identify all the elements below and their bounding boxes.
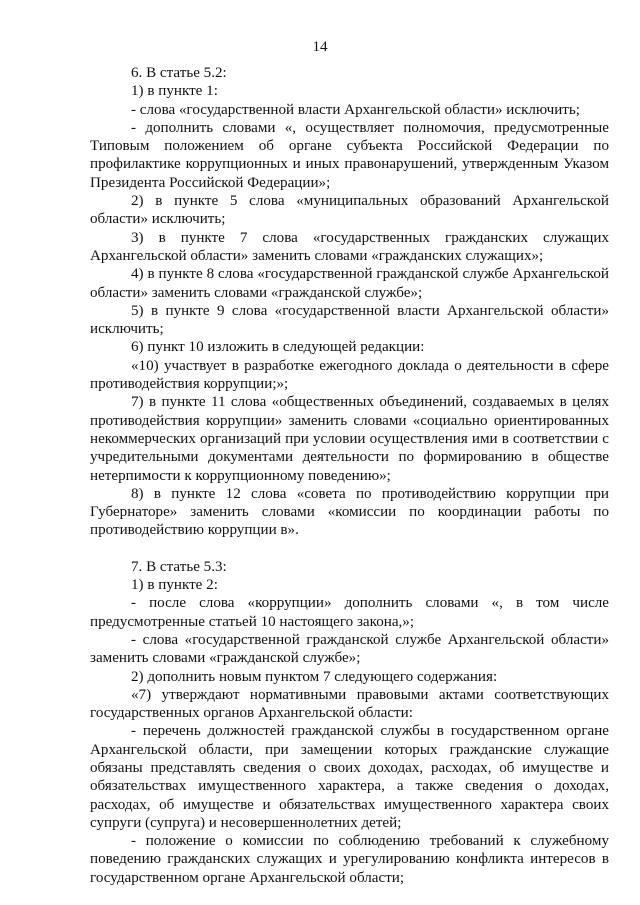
paragraph: - дополнить словами «, осуществляет полномочия, предусмотренные Типовым положением об органе субъекта Российской Федерации по профилактике коррупционных и иных правонарушений, утвержденным Указом Президента Российской Федерации»; bbox=[90, 119, 609, 191]
paragraph: - слова «государственной власти Архангельской области» исключить; bbox=[131, 101, 580, 118]
paragraph: - после слова «коррупции» дополнить словами «, в том числе предусмотренные статьей 10 настоящего закона,»; bbox=[90, 595, 609, 630]
paragraph: 8) в пункте 12 слова «совета по противодействию коррупции при Губернаторе» заменить словами «комиссии по координации работы по противодействию коррупции в». bbox=[90, 485, 609, 539]
paragraph: 1) в пункте 1: bbox=[131, 83, 218, 100]
paragraph: 2) в пункте 5 слова «муниципальных образований Архангельской области» исключить; bbox=[90, 193, 609, 228]
document-body bbox=[90, 64, 609, 887]
section-spacer bbox=[90, 540, 609, 558]
paragraph: 1) в пункте 2: bbox=[131, 577, 218, 594]
paragraph: «7) утверждают нормативными правовыми актами соответствующих государственных органов Архангельской области: bbox=[90, 686, 609, 722]
paragraph: 7) в пункте 11 слова «общественных объединений, создаваемых в целях противодействия коррупции» заменить словами «социально ориентированных некоммерческих организаций при условии осуществления ими в соответствии с учредительными документами деятельности по формированию в обществе нетерпимости к коррупционному поведению»; bbox=[90, 394, 609, 484]
paragraph: 4) в пункте 8 слова «государственной гражданской службе Архангельской области» заменить словами «гражданской службе»; bbox=[90, 266, 609, 301]
paragraph: 5) в пункте 9 слова «государственной власти Архангельской области» исключить; bbox=[90, 302, 609, 338]
paragraph: - перечень должностей гражданской службы в государственном органе Архангельской области, при замещении которых гражданские служащие обязаны представлять сведения о своих доходах, расходах, об имуществе и обязательствах имущественного характера, а также сведения о доходах, расходах, об имуществе и обязательствах имущественного характера своих супруги (супруга) и несовершеннолетних детей; bbox=[90, 723, 609, 831]
paragraph: - положение о комиссии по соблюдению требований к служебному поведению гражданских служащих и урегулированию конфликта интересов в государственном органе Архангельской области; bbox=[90, 833, 609, 886]
section-heading-6: 6. В статье 5.2: bbox=[131, 65, 227, 81]
paragraph: 3) в пункте 7 слова «государственных гражданских служащих Архангельской области» заменить словами «гражданских служащих»; bbox=[90, 229, 609, 264]
section-heading-7: 7. В статье 5.3: bbox=[131, 558, 227, 575]
paragraph: «10) участвует в разработке ежегодного доклада о деятельности в сфере противодействия коррупции;»; bbox=[90, 357, 609, 393]
paragraph: 2) дополнить новым пунктом 7 следующего содержания: bbox=[131, 668, 498, 685]
page-number: 14 bbox=[312, 39, 328, 55]
paragraph: - слова «государственной гражданской службе Архангельской области» заменить словами «гражданской службе»; bbox=[90, 631, 609, 667]
paragraph: 6) пункт 10 изложить в следующей редакции: bbox=[131, 339, 425, 356]
